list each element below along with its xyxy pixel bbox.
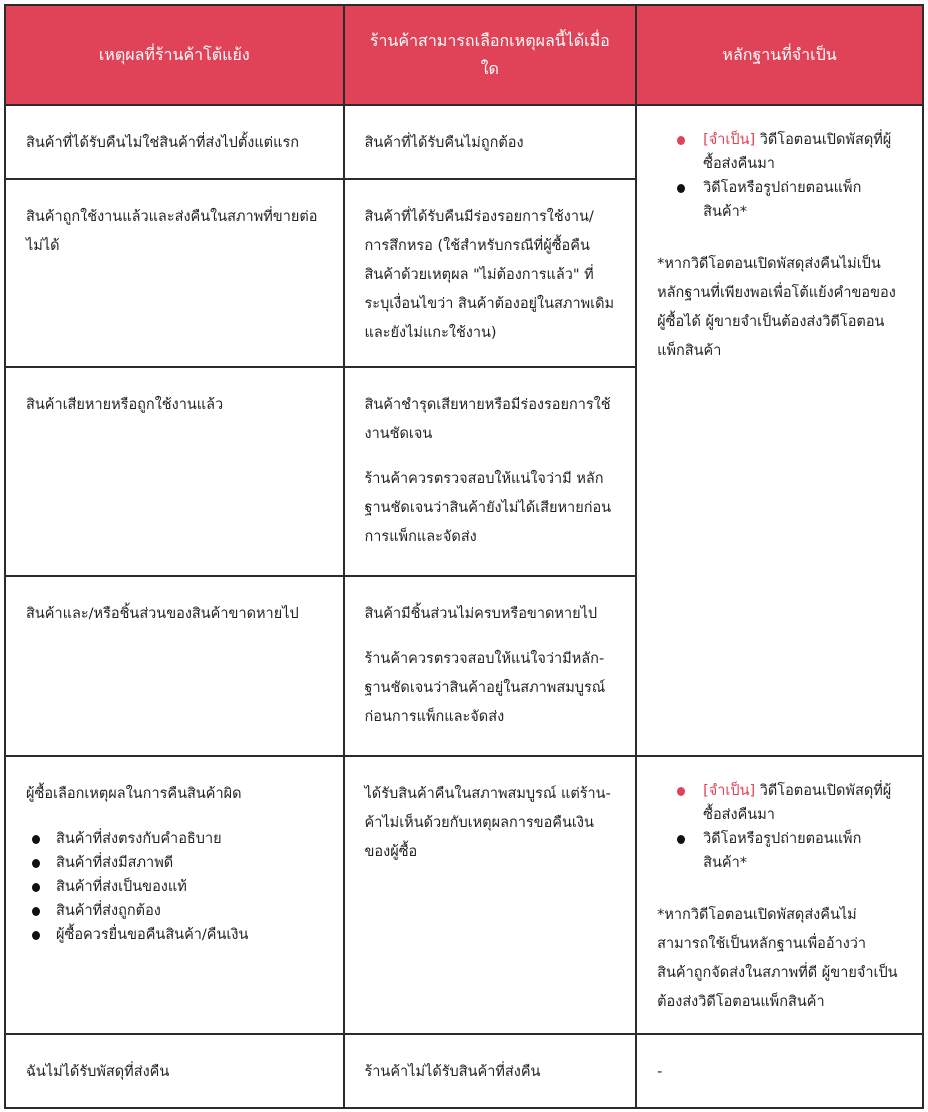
required-tag: [จำเป็น] [703,783,756,799]
list-item: สินค้าที่ส่งมีสภาพดี [56,851,323,875]
header-row [5,5,923,105]
reason-cell: ฉันไม่ได้รับพัสดุที่ส่งคืน [5,1034,344,1108]
reason-cell: ผู้ซื้อเลือกเหตุผลในการคืนสินค้าผิด สินค้าที่ส่งตรงกับคำอธิบาย สินค้าที่ส่งมีสภาพดี สินค้าที่ส่งเป็นของแท้ สินค้าที่ส่งถูกต้อง ผู้ซื้อควรยื่นขอคืนสินค้า/คืนเงิน [5,756,344,1034]
when-cell: ร้านค้าไม่ได้รับสินค้าที่ส่งคืน [344,1034,637,1108]
when-cell: ได้รับสินค้าคืนในสภาพสมบูรณ์ แต่ร้าน-ค้าไม่เห็นด้วยกับเหตุผลการขอคืนเงินของผู้ซื้อ [344,756,637,1034]
when-cell: สินค้าชำรุดเสียหายหรือมีร่องรอยการใช้งานชัดเจน ร้านค้าควรตรวจสอบให้แน่ใจว่ามี หลักฐานชัดเจนว่าสินค้ายังไม่ได้เสียหายก่อนการแพ็กและจัดส่ง [344,367,637,576]
evidence-cell [636,105,923,756]
list-item: สินค้าที่ส่งถูกต้อง [56,899,323,923]
list-item: สินค้าที่ส่งเป็นของแท้ [56,875,323,899]
list-item: วิดีโอหรือรูปถ่ายตอนแพ็กสินค้า* [703,827,902,875]
required-tag: [จำเป็น] [703,132,756,148]
evidence-list [657,128,902,224]
evidence-list [657,779,902,875]
table-row [5,105,923,179]
header-reason: เหตุผลที่ร้านค้าโต้แย้ง [5,5,344,105]
reason-cell: สินค้าถูกใช้งานแล้วและส่งคืนในสภาพที่ขายต่อไม่ได้ [5,179,344,367]
when-cell: สินค้ามีชิ้นส่วนไม่ครบหรือขาดหายไป ร้านค้าควรตรวจสอบให้แน่ใจว่ามีหลัก-ฐานชัดเจนว่าสินค้าอยู่ในสภาพสมบูรณ์ก่อนการแพ็กและจัดส่ง [344,576,637,756]
evidence-cell [636,756,923,1034]
reason-list [26,827,323,947]
evidence-note: *หากวิดีโอตอนเปิดพัสดุส่งคืนไม่เป็นหลักฐานที่เพียงพอเพื่อโต้แย้งคำขอของผู้ซื้อได้ ผู้ขายจำเป็นต้องส่งวิดีโอตอนแพ็กสินค้า [657,256,896,359]
list-item: [จำเป็น] วิดีโอตอนเปิดพัสดุที่ผู้ซื้อส่งคืนมา [703,779,902,827]
header-evidence: หลักฐานที่จำเป็น [636,5,923,105]
dispute-reasons-table [4,4,924,1109]
evidence-note: *หากวิดีโอตอนเปิดพัสดุส่งคืนไม่สามารถใช้เป็นหลักฐานเพื่ออ้างว่าสินค้าถูกจัดส่งในสภาพที่ดี ผู้ขายจำเป็นต้องส่งวิดีโอตอนแพ็กสินค้า [657,907,898,1010]
list-item: ผู้ซื้อควรยื่นขอคืนสินค้า/คืนเงิน [56,923,323,947]
reason-cell: สินค้าและ/หรือชิ้นส่วนของสินค้าขาดหายไป [5,576,344,756]
table-row [5,1034,923,1108]
evidence-cell: - [636,1034,923,1108]
reason-cell: สินค้าที่ได้รับคืนไม่ใช่สินค้าที่ส่งไปตั้งแต่แรก [5,105,344,179]
list-item: สินค้าที่ส่งตรงกับคำอธิบาย [56,827,323,851]
reason-cell: สินค้าเสียหายหรือถูกใช้งานแล้ว [5,367,344,576]
when-cell: สินค้าที่ได้รับคืนมีร่องรอยการใช้งาน/การสึกหรอ (ใช้สำหรับกรณีที่ผู้ซื้อคืนสินค้าด้วยเหตุผล "ไม่ต้องการแล้ว" ที่ระบุเงื่อนไขว่า สินค้าต้องอยู่ในสภาพเดิมและยังไม่แกะใช้งาน) [344,179,637,367]
table-row [5,756,923,1034]
list-item: [จำเป็น] วิดีโอตอนเปิดพัสดุที่ผู้ซื้อส่งคืนมา [703,128,902,176]
list-item: วิดีโอหรือรูปถ่ายตอนแพ็กสินค้า* [703,176,902,224]
header-when: ร้านค้าสามารถเลือกเหตุผลนี้ได้เมื่อใด [344,5,637,105]
when-cell: สินค้าที่ได้รับคืนไม่ถูกต้อง [344,105,637,179]
